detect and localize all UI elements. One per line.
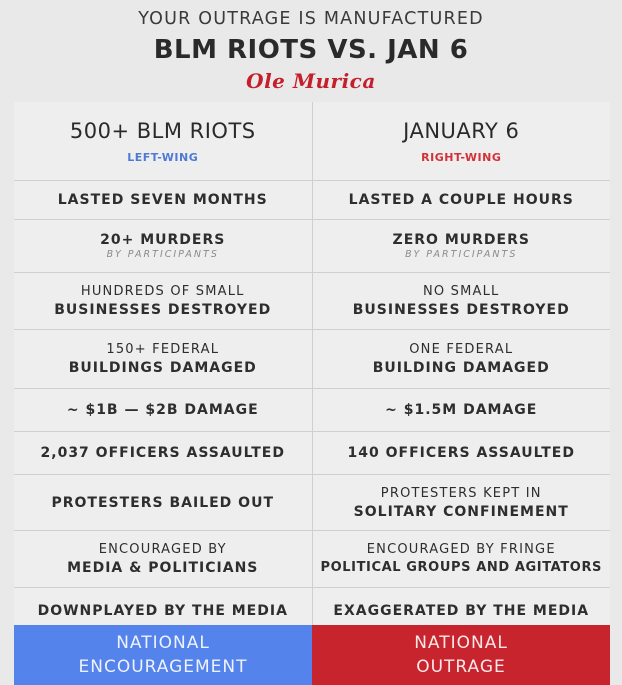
column-header-left <box>14 102 313 180</box>
left-cell <box>14 181 313 219</box>
column-title-left: 500+ BLM RIOTS <box>69 119 256 143</box>
header <box>0 0 622 102</box>
right-cell <box>313 220 611 272</box>
column-title-right: JANUARY 6 <box>403 119 520 143</box>
table-row <box>14 389 610 432</box>
cell-text: DOWNPLAYED BY THE MEDIA <box>37 603 288 619</box>
cell-text: EXAGGERATED BY THE MEDIA <box>333 603 590 619</box>
cell-text: POLITICAL GROUPS AND AGITATORS <box>320 560 603 575</box>
cell-pretext: 150+ FEDERAL <box>106 342 220 357</box>
cell-text: BUILDING DAMAGED <box>372 360 550 376</box>
table-row <box>14 531 610 588</box>
footer-left-line2: ENCOURAGEMENT <box>78 657 248 677</box>
footer-left <box>14 625 312 685</box>
table-row <box>14 432 610 475</box>
column-tag-left: LEFT-WING <box>127 151 199 164</box>
cell-subtext: BY PARTICIPANTS <box>106 249 219 260</box>
cell-pretext: ONE FEDERAL <box>409 342 514 357</box>
cell-text: ~ $1B — $2B DAMAGE <box>66 402 259 418</box>
cell-text: PROTESTERS BAILED OUT <box>51 494 274 511</box>
table-row <box>14 220 610 273</box>
right-cell <box>313 273 611 329</box>
cell-pretext: ENCOURAGED BY <box>98 542 227 557</box>
table-row <box>14 181 610 220</box>
right-cell <box>313 531 611 587</box>
cell-text: 20+ MURDERS <box>100 232 226 248</box>
comparison-table <box>14 102 610 634</box>
left-cell <box>14 432 313 474</box>
cell-text: MEDIA & POLITICIANS <box>67 560 259 576</box>
left-cell <box>14 389 313 431</box>
cell-text: SOLITARY CONFINEMENT <box>353 503 569 520</box>
right-cell <box>313 475 611 530</box>
column-header-row <box>14 102 610 181</box>
table-row <box>14 475 610 531</box>
footer-banner <box>14 625 610 685</box>
cell-pretext: PROTESTERS KEPT IN <box>380 485 542 501</box>
kicker-text: YOUR OUTRAGE IS MANUFACTURED <box>138 9 484 29</box>
table-row <box>14 273 610 330</box>
right-cell <box>313 432 611 474</box>
footer-left-line1: NATIONAL <box>116 633 210 653</box>
cell-text: LASTED SEVEN MONTHS <box>57 192 268 208</box>
cell-text: BUILDINGS DAMAGED <box>68 360 257 376</box>
left-cell <box>14 220 313 272</box>
cell-text: 2,037 OFFICERS ASSAULTED <box>40 445 285 461</box>
footer-right-line2: OUTRAGE <box>416 657 506 677</box>
brand-logo: Ole Murica <box>246 69 376 93</box>
cell-subtext: BY PARTICIPANTS <box>405 249 518 260</box>
page-title: BLM RIOTS VS. JAN 6 <box>153 35 469 65</box>
column-tag-right: RIGHT-WING <box>421 151 502 164</box>
cell-text: ~ $1.5M DAMAGE <box>385 402 538 418</box>
cell-text: ZERO MURDERS <box>392 232 530 248</box>
table-row <box>14 330 610 389</box>
right-cell <box>313 389 611 431</box>
cell-pretext: ENCOURAGED BY FRINGE <box>366 542 556 557</box>
footer-right <box>312 625 610 685</box>
cell-text: LASTED A COUPLE HOURS <box>348 192 574 208</box>
cell-pretext: NO SMALL <box>422 284 500 299</box>
right-cell <box>313 181 611 219</box>
cell-text: BUSINESSES DESTROYED <box>54 302 272 318</box>
column-header-right <box>313 102 611 180</box>
left-cell <box>14 273 313 329</box>
footer-right-line1: NATIONAL <box>414 633 508 653</box>
left-cell <box>14 475 313 530</box>
cell-text: 140 OFFICERS ASSAULTED <box>347 445 575 461</box>
right-cell <box>313 330 611 388</box>
cell-text: BUSINESSES DESTROYED <box>352 302 570 318</box>
left-cell <box>14 531 313 587</box>
left-cell <box>14 330 313 388</box>
cell-pretext: HUNDREDS OF SMALL <box>80 284 245 299</box>
